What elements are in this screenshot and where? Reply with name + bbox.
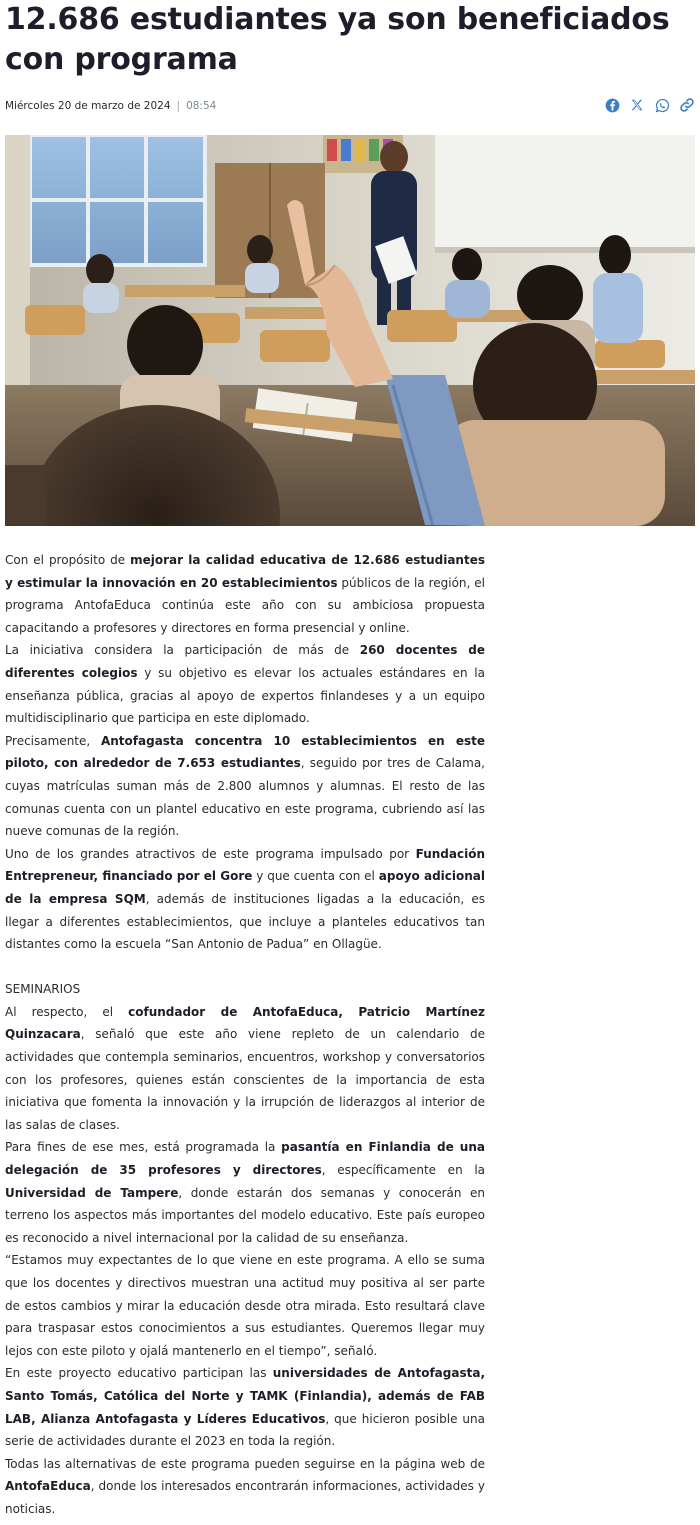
text: Al respecto, el <box>5 1004 129 1019</box>
text: Todas las alternativas de este programa pueden seguirse en la página web de <box>5 1456 485 1471</box>
bold-text: Antofagasta concentra 10 establecimientos en este piloto, con alrededor de 7.653 estudiantes <box>5 733 485 771</box>
paragraph-5 <box>5 1001 485 1137</box>
bold-text: Universidad de Tampere <box>5 1185 179 1200</box>
text: Precisamente, <box>5 733 101 748</box>
bold-text: Fundación Entrepreneur, financiado por el Gore <box>5 846 485 884</box>
whatsapp-icon[interactable] <box>654 96 670 114</box>
paragraph-3 <box>5 730 485 843</box>
paragraph-2 <box>5 639 485 729</box>
bold-text: apoyo adicional de la empresa SQM <box>5 869 486 906</box>
article-meta <box>5 99 216 113</box>
text: Para fines de ese mes, está programada la <box>5 1140 282 1155</box>
text: , señaló que este año viene repleto de un calendario de actividades que contempla seminarios, encuentros, workshop y conversatorios con los profesores, quienes están conscientes de la importancia de esta iniciativa que fomenta la innovación y la irrupción de liderazgos al interior de las salas de clases. <box>5 1027 485 1132</box>
bold-text: AntofaEduca <box>5 1479 91 1494</box>
text: En este proyecto educativo participan las <box>5 1366 273 1381</box>
article-time: 08:54 <box>186 100 217 112</box>
share-bar <box>604 96 695 114</box>
article-hero-image <box>5 135 695 526</box>
paragraph-8 <box>5 1362 485 1452</box>
article-body <box>5 549 485 1521</box>
text: y su objetivo es elevar los actuales estándares en la enseñanza pública, gracias al apoyo de expertos finlandeses y a un equipo multidisciplinario que participa en este diplomado. <box>5 665 485 726</box>
bold-text: cofundador de AntofaEduca, Patricio Martínez Quinzacara <box>5 1004 486 1042</box>
section-subhead <box>5 978 485 1001</box>
paragraph-6 <box>5 1136 485 1249</box>
facebook-icon[interactable] <box>604 96 620 114</box>
article-date: Miércoles 20 de marzo de 2024 <box>5 100 171 112</box>
text: , donde estarán dos semanas y conocerán en terreno los aspectos más importantes del modelo educativo. Este país europeo es reconocido a nivel internacional por la calidad de su enseñanza. <box>5 1185 485 1245</box>
link-icon[interactable] <box>679 96 695 114</box>
text: Con el propósito de <box>5 553 131 567</box>
article-title: 12.686 estudiantes ya son beneficiados con programa <box>5 2 670 77</box>
meta-separator: | <box>176 100 181 112</box>
paragraph-7-quote <box>5 1249 485 1362</box>
text: La iniciativa considera la participación de más de <box>5 643 360 658</box>
bold-text: pasantía en Finlandia de una delegación de 35 profesores y directores <box>5 1140 485 1178</box>
text: , específicamente en la <box>321 1163 485 1178</box>
text: , además de instituciones ligadas a la educación, es llegar a diferentes establecimientos, que incluye a planteles educativos tan distantes como la escuela “San Antonio de Padua” en Ollagüe. <box>5 891 485 952</box>
classroom-photo <box>5 135 695 526</box>
bold-text: mejorar la calidad educativa de 12.686 estudiantes y estimular la innovación en 20 establecimientos <box>5 553 485 590</box>
bold-text: universidades de Antofagasta, Santo Tomás, Católica del Norte y TAMK (Finlandia), además de FAB LAB, Alianza Antofagasta y Líderes Educativos <box>5 1366 485 1426</box>
paragraph-9 <box>5 1453 485 1521</box>
text: públicos de la región, el programa AntofaEduca continúa este año con su ambiciosa propuesta capacitando a profesores y directores en forma presencial y online. <box>5 575 485 635</box>
text: Uno de los grandes atractivos de este programa impulsado por <box>5 846 416 861</box>
text: , donde los interesados encontrarán informaciones, actividades y noticias. <box>5 1479 485 1516</box>
x-icon[interactable] <box>629 96 645 114</box>
text: , que hicieron posible una serie de actividades durante el 2023 en toda la región. <box>5 1411 485 1449</box>
bold-text: 260 docentes de diferentes colegios <box>5 643 486 680</box>
text: y que cuenta con el <box>252 869 379 884</box>
paragraph-4 <box>5 843 485 956</box>
text: “Estamos muy expectantes de lo que viene en este programa. A ello se suma que los docentes y directivos muestran una actitud muy positiva al ser parte de estos cambios y mirar la educación desde otra mirada. Esto resultará clave para traspasar estos conocimientos a sus estudiantes. Queremos llegar muy lejos con este piloto y ojalá mantenerlo en el tiempo”, señaló. <box>5 1253 485 1358</box>
subhead-text: SEMINARIOS <box>5 982 81 997</box>
paragraph-1 <box>5 549 485 639</box>
text: , seguido por tres de Calama, cuyas matrículas suman más de 2.800 alumnos y alumnas. El resto de las comunas cuenta con un plantel educativo en este programa, cubriendo así las nueve comunas de la región. <box>5 756 485 839</box>
spacer <box>5 956 485 979</box>
